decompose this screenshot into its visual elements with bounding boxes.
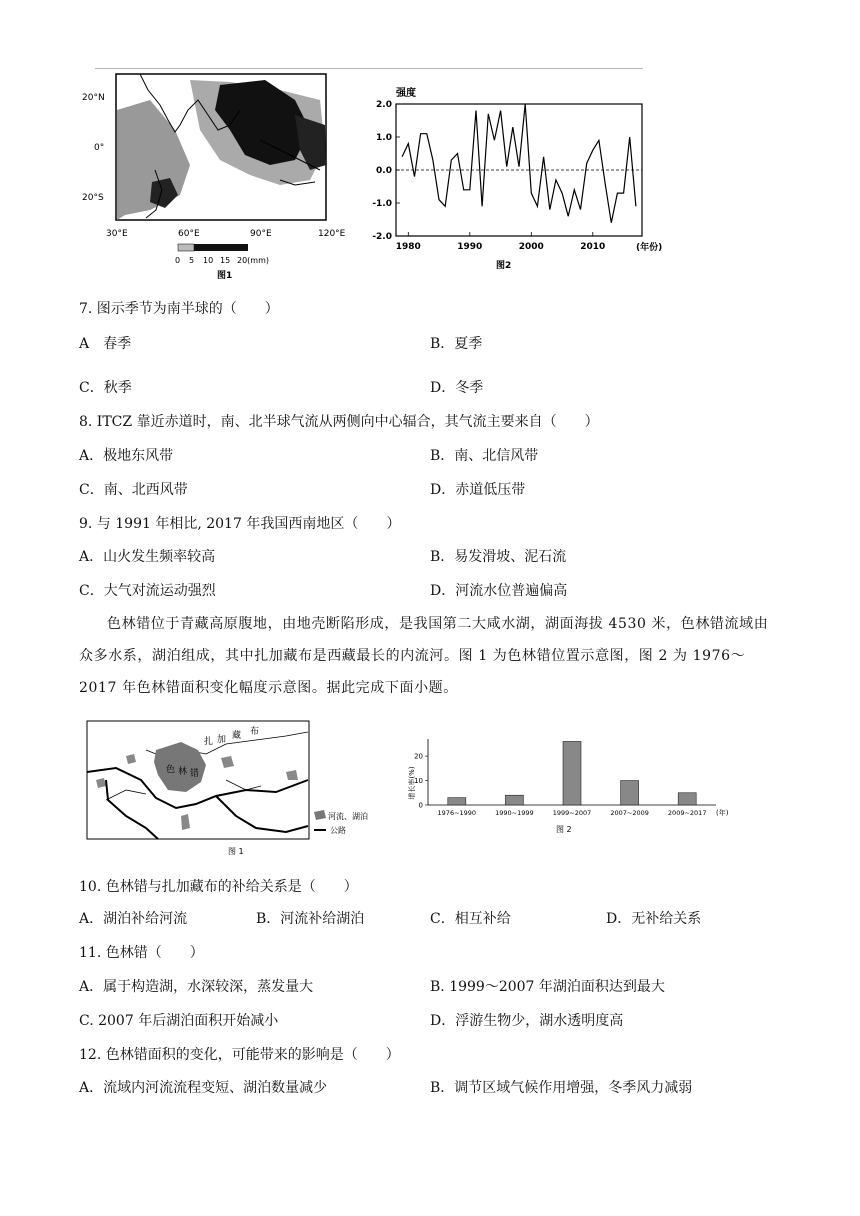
question-10-stem: 10. 色林错与扎加藏布的补给关系是（ ） [79, 879, 358, 895]
question-12-option-a[interactable]: A．流域内河流流程变短、湖泊数量减少 [79, 1080, 328, 1096]
legend-lake-swatch [314, 810, 326, 820]
legend-swatch-light [178, 244, 194, 251]
legend-lake-label: 河流、湖泊 [328, 812, 368, 821]
x-axis-unit: (年) [716, 809, 729, 817]
question-11-option-c[interactable]: C. 2007 年后湖泊面积开始减小 [79, 1013, 279, 1029]
x-tick-label: 2010 [580, 242, 606, 252]
question-11-option-a[interactable]: A．属于构造湖，水深较深，蒸发量大 [79, 979, 314, 995]
legend-tick: 5 [189, 256, 195, 265]
intensity-line-chart [364, 84, 674, 274]
x-axis-unit: (年份) [636, 243, 663, 253]
figure-caption: 图2 [496, 261, 512, 271]
question-10-option-c[interactable]: C．相互补给 [430, 911, 511, 927]
x-tick-label: 2000 [518, 242, 544, 252]
legend-swatch-dark [194, 244, 248, 251]
chart-ylabel: 增长率(%) [408, 766, 416, 800]
lake-label: 错 [190, 769, 200, 779]
selin-co-location-map [86, 720, 406, 860]
question-7-option-c[interactable]: C．秋季 [79, 380, 132, 396]
legend-tick: 0 [175, 256, 181, 265]
y-tick-label: -1.0 [372, 199, 392, 209]
question-8-stem: 8. ITCZ 靠近赤道时，南、北半球气流从两侧向中心辐合，其气流主要来自（ ） [79, 414, 599, 430]
question-8-option-c[interactable]: C．南、北西风带 [79, 482, 188, 498]
growth-bar [505, 795, 523, 805]
question-9-option-b[interactable]: B．易发滑坡、泥石流 [430, 549, 567, 565]
growth-bar [621, 781, 639, 805]
lon-label: 120°E [318, 229, 346, 239]
question-10-option-d[interactable]: D．无补给关系 [606, 911, 702, 927]
lat-label: 20°N [82, 93, 105, 103]
lake-label: 色 [166, 765, 176, 775]
x-tick-label: 1990 [457, 242, 483, 252]
category-label: 2007~2009 [610, 809, 649, 817]
y-tick-label: -2.0 [372, 232, 392, 242]
figure-caption: 图 1 [228, 847, 244, 856]
lat-label: 0° [94, 143, 105, 153]
question-9-option-c[interactable]: C．大气对流运动强烈 [79, 583, 216, 599]
y-tick-label: 1.0 [376, 133, 392, 143]
growth-bar [563, 741, 581, 805]
category-label: 2009~2017 [667, 809, 707, 817]
lon-label: 30°E [106, 229, 128, 239]
question-7-option-d[interactable]: D．冬季 [430, 380, 484, 396]
growth-bar [448, 798, 466, 805]
question-11-stem: 11. 色林错（ ） [79, 945, 204, 961]
y-tick-label: 2.0 [376, 100, 392, 110]
lon-label: 60°E [178, 229, 200, 239]
question-11-option-d[interactable]: D．浮游生物少，湖水透明度高 [430, 1013, 624, 1029]
reading-passage: 色林错位于青藏高原腹地，由地壳断陷形成，是我国第二大咸水湖，湖面海拔 4530 米，色林错流域由众多水系，湖泊组成，其中扎加藏布是西藏最长的内流河。图 1 为色林错位置示意图，图 2 为 1976～2017 年色林错面积变化幅度示意图。据此完成下面小题。 [79, 616, 769, 696]
question-9-option-a[interactable]: A．山火发生频率较高 [79, 549, 216, 565]
chart-ylabel: 强度 [396, 88, 416, 99]
question-7-stem: 7. 图示季节为南半球的（ ） [79, 301, 279, 317]
category-label: 1999~2007 [552, 809, 592, 817]
figure-caption: 图1 [217, 271, 233, 281]
question-7-option-b[interactable]: B．夏季 [430, 336, 483, 352]
category-label: 1990~1999 [495, 809, 534, 817]
y-tick-label: 10 [414, 777, 423, 786]
question-10-option-a[interactable]: A．湖泊补给河流 [79, 911, 188, 927]
y-tick-label: 0.0 [376, 166, 392, 176]
legend-tick: 20(mm) [237, 256, 270, 265]
top-rule [95, 68, 643, 69]
x-tick-label: 1980 [395, 242, 421, 252]
question-7-option-a[interactable]: A 春季 [79, 336, 132, 352]
river-label: 藏 [232, 731, 242, 741]
figure-caption: 图 2 [556, 825, 572, 834]
question-8-option-b[interactable]: B．南、北信风带 [430, 448, 539, 464]
question-11-option-b[interactable]: B. 1999～2007 年湖泊面积达到最大 [430, 979, 665, 995]
lat-label: 20°S [82, 193, 104, 203]
growth-rate-bar-chart [406, 733, 736, 838]
legend-tick: 10 [203, 256, 214, 265]
intensity-series-line [402, 104, 636, 223]
legend-road-label: 公路 [330, 826, 346, 835]
growth-bar [678, 793, 696, 805]
river-label: 布 [250, 727, 260, 737]
question-10-option-b[interactable]: B．河流补给湖泊 [256, 911, 365, 927]
precipitation-map [80, 70, 360, 285]
legend-tick: 15 [220, 256, 231, 265]
question-8-option-a[interactable]: A．极地东风带 [79, 448, 174, 464]
question-12-option-b[interactable]: B．调节区域气候作用增强，冬季风力减弱 [430, 1080, 693, 1096]
y-tick-label: 0 [418, 801, 423, 810]
lon-label: 90°E [250, 229, 272, 239]
river-label: 扎 [204, 737, 214, 747]
lake-label: 林 [178, 767, 188, 777]
y-tick-label: 20 [414, 752, 423, 761]
category-label: 1976~1990 [437, 809, 477, 817]
question-9-option-d[interactable]: D．河流水位普遍偏高 [430, 583, 568, 599]
question-12-stem: 12. 色林错面积的变化，可能带来的影响是（ ） [79, 1047, 400, 1063]
question-8-option-d[interactable]: D．赤道低压带 [430, 482, 526, 498]
river-label: 加 [217, 735, 227, 745]
question-9-stem: 9. 与 1991 年相比, 2017 年我国西南地区（ ） [79, 516, 401, 532]
